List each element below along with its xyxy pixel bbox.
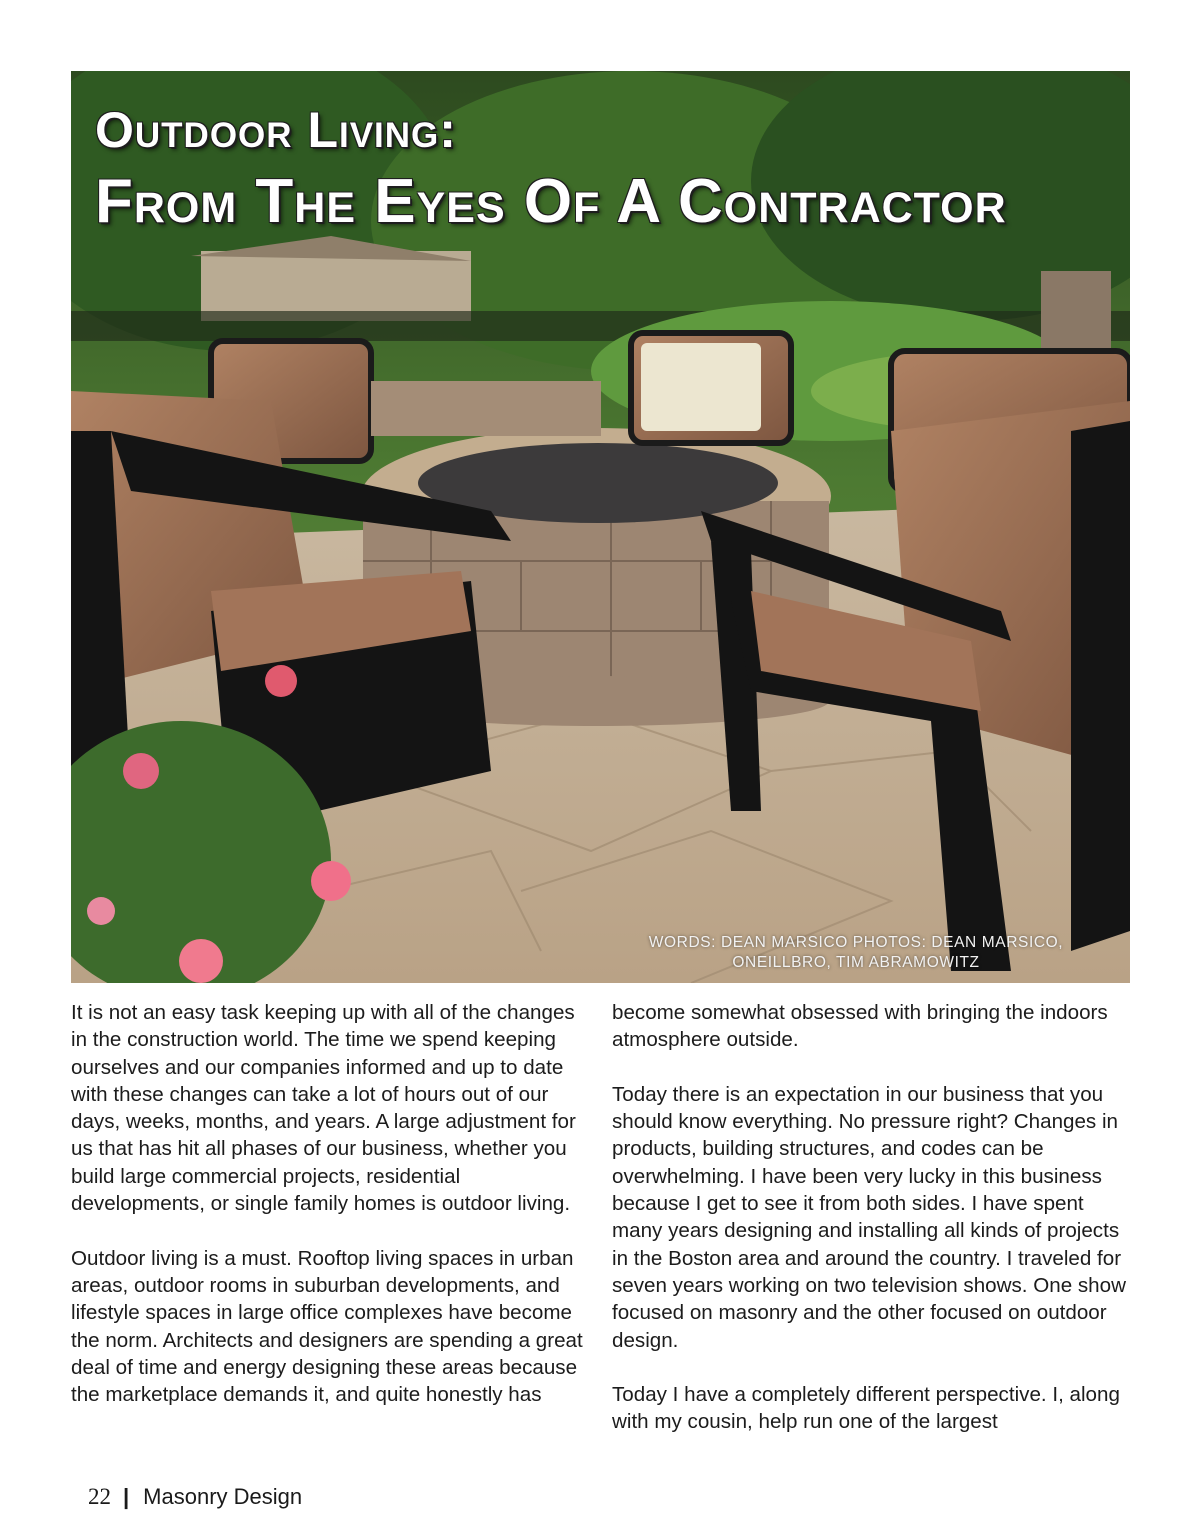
article-column-right <box>612 999 1132 1463</box>
article-title <box>95 101 1007 239</box>
photo-credit <box>596 933 1116 973</box>
paragraph: Today there is an expectation in our business that you should know everything. No pressure right? Changes in products, building structures, and codes can be overwhelming. I have been very lucky in this business because I get to see it from both sides. I have spent many years designing and installing all kinds of projects in the Boston area and around the country. I traveled for seven years working on two television shows. One show focused on masonry and the other focused on outdoor design. <box>612 1082 1126 1352</box>
credit-line-2: ONEILLBRO, TIM ABRAMOWITZ <box>732 954 980 971</box>
page-footer <box>88 1482 302 1512</box>
paragraph: It is not an easy task keeping up with all of the changes in the construction world. The time we spend keeping ourselves and our companies informed and up to date with these changes can take a lot of hours out of our days, weeks, months, and years. A large adjustment for us that has hit all phases of our business, whether you build large commercial projects, residential developments, or single family homes is outdoor living. <box>71 1001 576 1216</box>
title-line-1: Outdoor Living: <box>95 102 457 158</box>
credit-line-1: WORDS: DEAN MARSICO PHOTOS: DEAN MARSICO, <box>648 934 1064 951</box>
magazine-name: Masonry Design <box>143 1484 303 1509</box>
page-number: 22 <box>88 1484 111 1509</box>
hero-photo <box>71 71 1130 983</box>
footer-separator: | <box>123 1484 130 1509</box>
paragraph: Outdoor living is a must. Rooftop living spaces in urban areas, outdoor rooms in suburban developments, and lifestyle spaces in large office complexes have become the norm. Architects and designers are spending a great deal of time and energy designing these areas because the marketplace demands it, and quite honestly has <box>71 1246 583 1407</box>
article-column-left <box>71 999 591 1436</box>
title-line-2: From The Eyes Of A Contractor <box>95 167 1007 236</box>
paragraph: Today I have a completely different perspective. I, along with my cousin, help run one of the largest <box>612 1383 1120 1434</box>
paragraph: become somewhat obsessed with bringing the indoors atmosphere outside. <box>612 1001 1108 1052</box>
